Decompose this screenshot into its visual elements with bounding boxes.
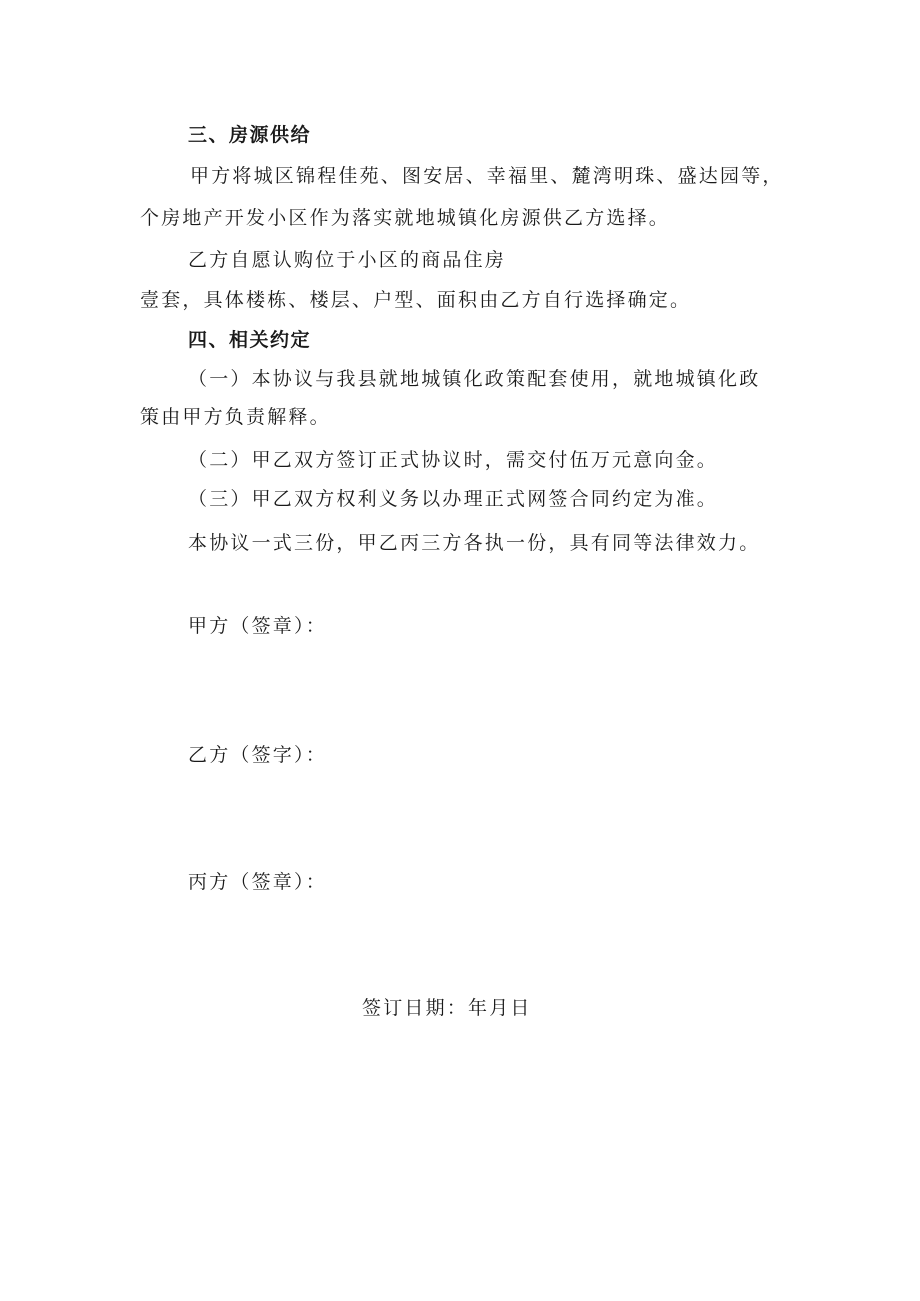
section-3-paragraph-1-line-1: 甲方将城区锦程佳苑、图安居、幸福里、麓湾明珠、盛达园等， — [190, 165, 784, 187]
section-4-heading: 四、相关约定 — [188, 329, 312, 351]
section-3-paragraph-2-line-2: 壹套，具体楼栋、楼层、户型、面积由乙方自行选择确定。 — [140, 289, 692, 311]
section-4-item-1-line-1: （一）本协议与我县就地城镇化政策配套使用，就地城镇化政 — [188, 368, 761, 390]
section-3-paragraph-2-line-1: 乙方自愿认购位于小区的商品住房 — [188, 249, 507, 271]
party-b-signature-label: 乙方（签字）： — [188, 744, 327, 766]
section-4-item-3: （三）甲乙双方权利义务以办理正式网签合同约定为准。 — [188, 488, 719, 510]
agreement-copies-clause: 本协议一式三份，甲乙丙三方各执一份，具有同等法律效力。 — [188, 532, 761, 554]
sign-date: 签订日期：年月日 — [362, 997, 532, 1019]
party-c-signature-label: 丙方（签章）： — [188, 871, 327, 893]
party-a-signature-label: 甲方（签章）： — [188, 615, 327, 637]
section-4-item-2: （二）甲乙双方签订正式协议时，需交付伍万元意向金。 — [188, 449, 719, 471]
section-4-item-1-line-2: 策由甲方负责解释。 — [140, 406, 331, 428]
section-3-paragraph-1-line-2: 个房地产开发小区作为落实就地城镇化房源供乙方选择。 — [140, 207, 671, 229]
section-3-heading: 三、房源供给 — [188, 124, 312, 146]
